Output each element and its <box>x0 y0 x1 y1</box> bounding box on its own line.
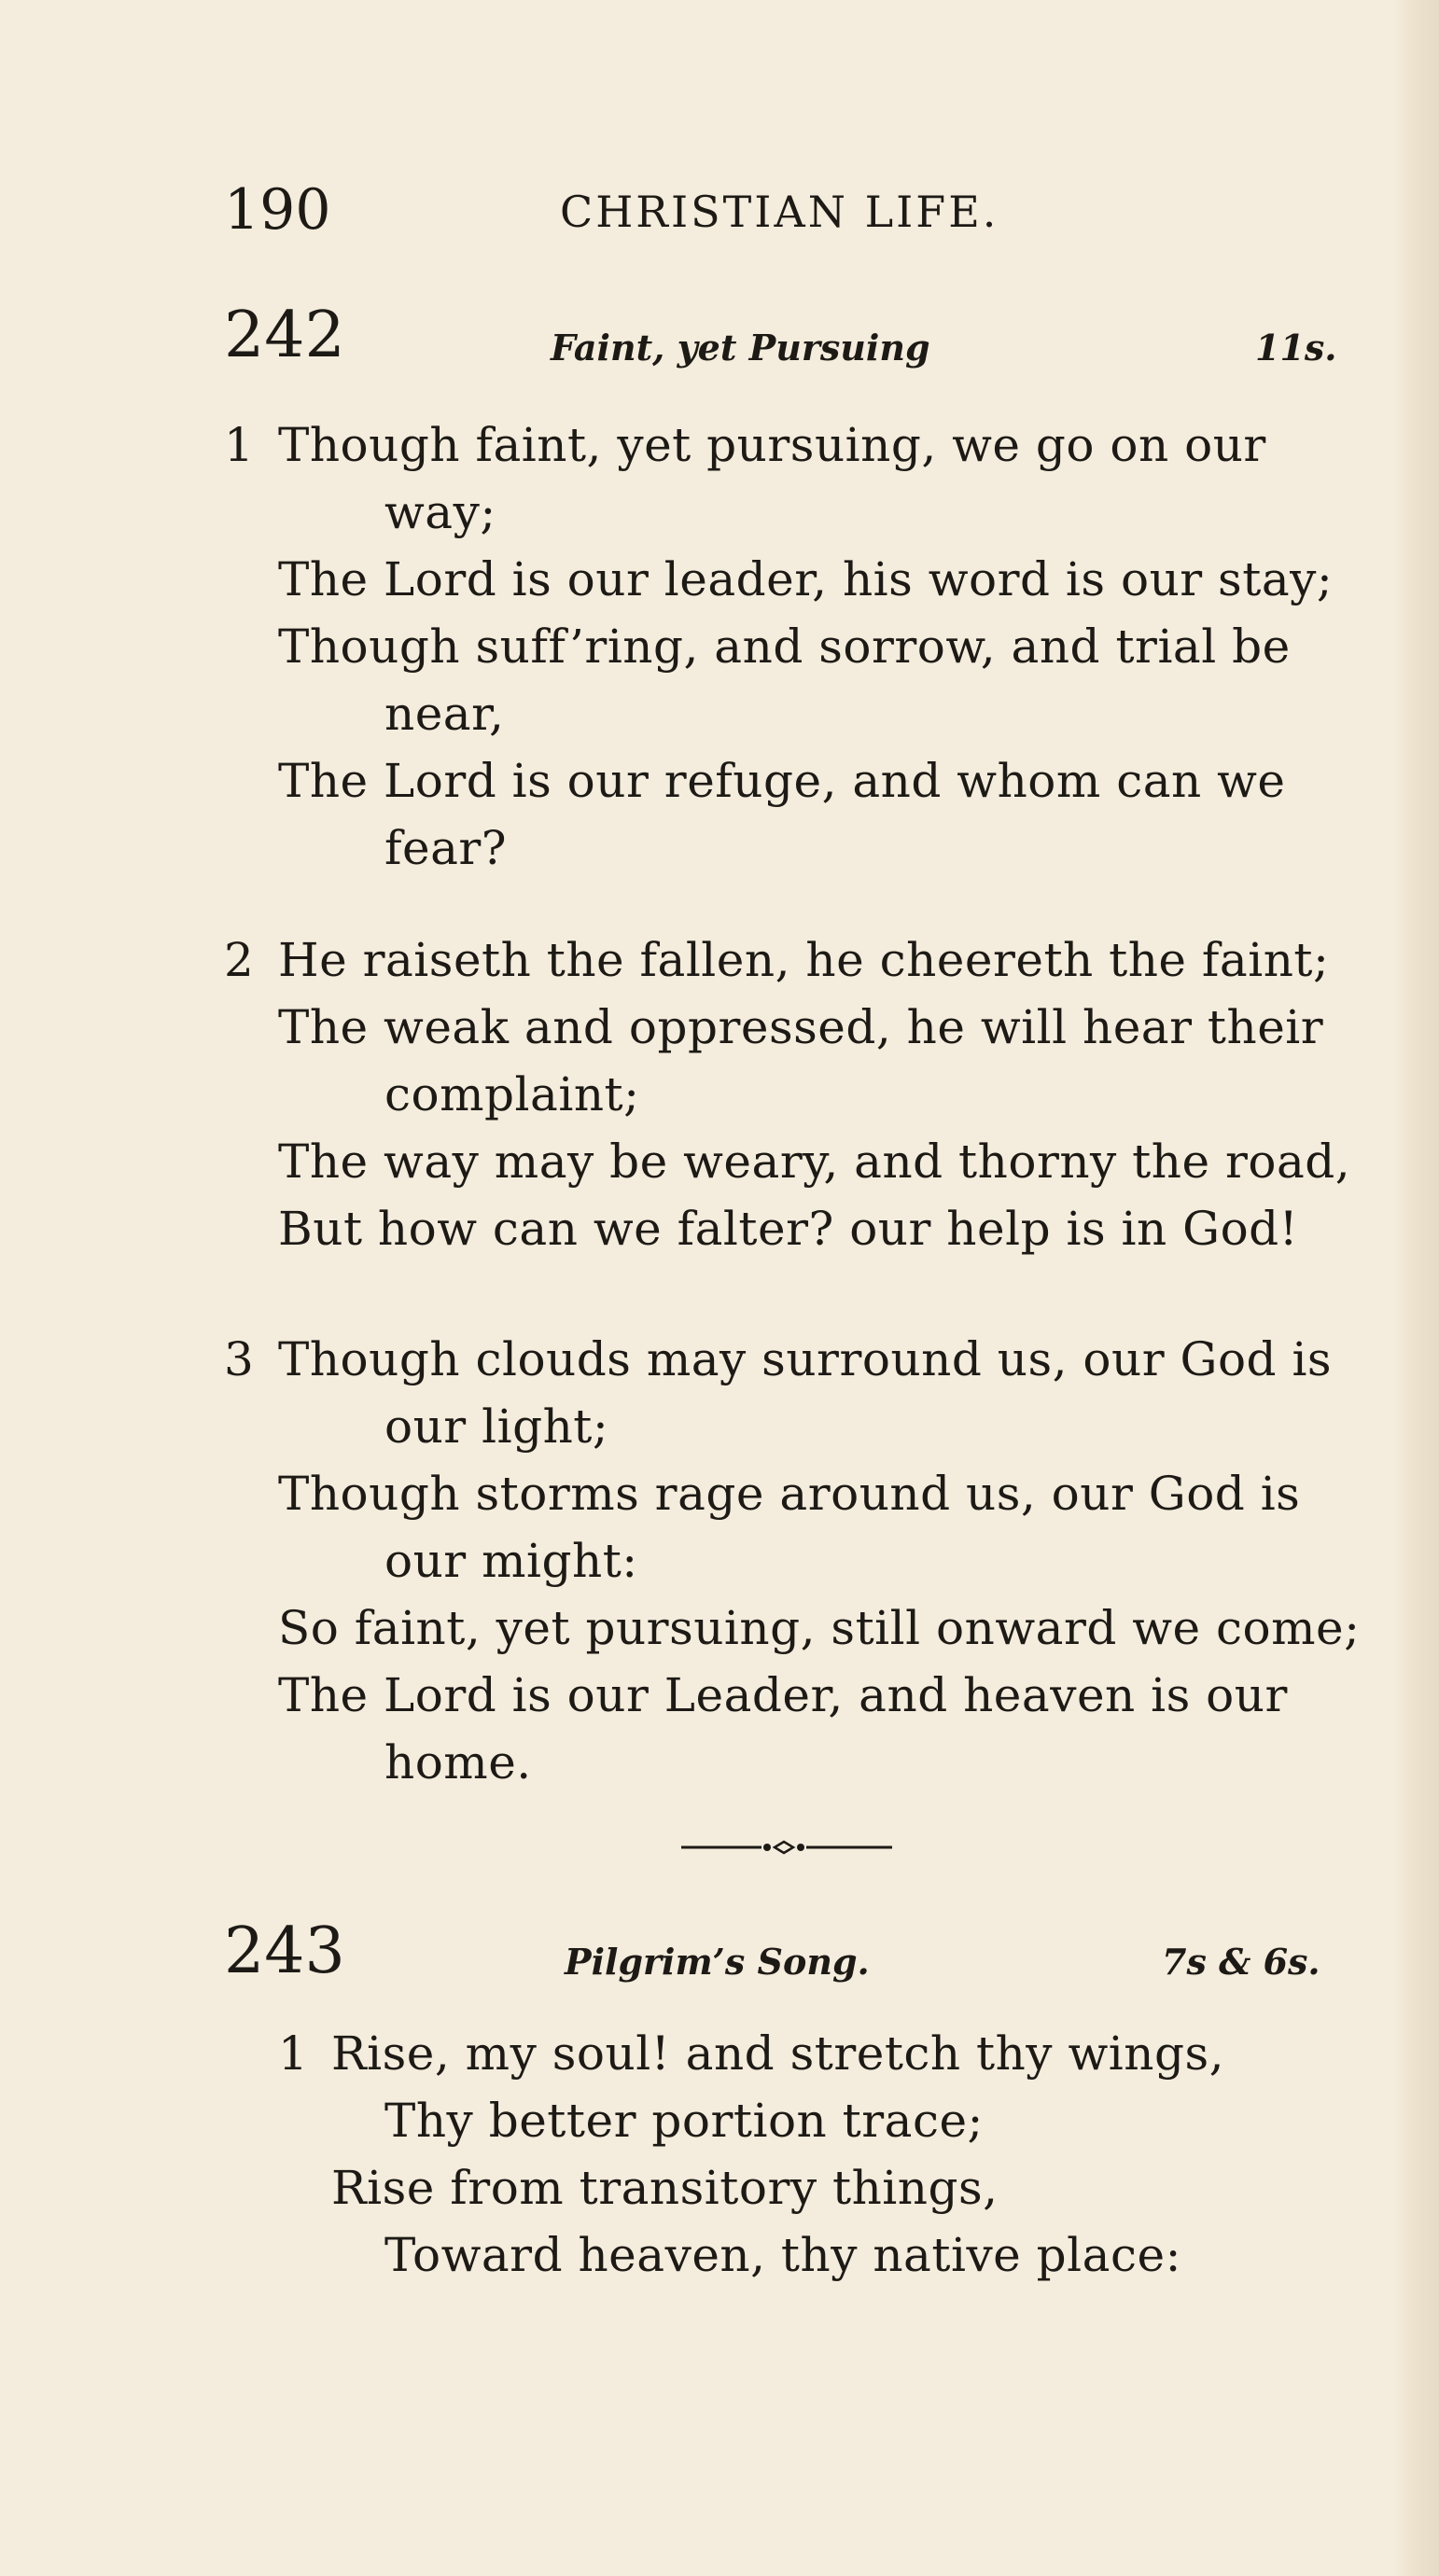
hymn-meter: 7s & 6s. <box>1162 1941 1320 1983</box>
verse-line: our light; <box>384 1399 609 1454</box>
hymn-meter: 11s. <box>1255 327 1337 369</box>
hymn-title: Pilgrim’s Song. <box>565 1941 870 1983</box>
verse-line: complaint; <box>384 1067 640 1121</box>
verse-line: The Lord is our refuge, and whom can we <box>278 754 1286 808</box>
verse-line: way; <box>384 485 496 539</box>
verse-line: Though storms rage around us, our God is <box>278 1467 1301 1521</box>
verse-line: our might: <box>384 1534 638 1588</box>
stanza-number: 1 <box>278 2026 309 2081</box>
verse-line: Though faint, yet pursuing, we go on our <box>278 418 1266 472</box>
verse-line: The way may be weary, and thorny the road, <box>278 1135 1351 1189</box>
stanza-number: 1 <box>224 418 255 472</box>
page-edge-shadow <box>1394 0 1439 2576</box>
verse-line: But how can we falter? our help is in God! <box>278 1202 1299 1256</box>
verse-line: Rise from transitory things, <box>331 2161 999 2215</box>
verse-line: home. <box>384 1735 532 1789</box>
running-title: CHRISTIAN LIFE. <box>560 187 999 237</box>
stanza-number: 3 <box>224 1332 255 1386</box>
verse-line: Rise, my soul! and stretch thy wings, <box>331 2026 1225 2081</box>
verse-line: He raiseth the fallen, he cheereth the faint; <box>278 933 1330 987</box>
verse-line: Though suff’ring, and sorrow, and trial be <box>278 620 1291 674</box>
verse-line: The Lord is our Leader, and heaven is our <box>278 1668 1288 1722</box>
page-number: 190 <box>224 177 331 243</box>
verse-line: fear? <box>384 821 508 875</box>
hymn-number: 242 <box>224 299 345 372</box>
verse-line: The Lord is our leader, his word is our stay; <box>278 552 1334 606</box>
verse-line: near, <box>384 687 505 741</box>
verse-line: The weak and oppressed, he will hear their <box>278 1000 1324 1054</box>
verse-line: So faint, yet pursuing, still onward we come; <box>278 1601 1361 1655</box>
verse-line: Though clouds may surround us, our God is <box>278 1332 1333 1386</box>
stanza-number: 2 <box>224 933 255 987</box>
ornament-divider <box>681 1840 892 1855</box>
hymn-title: Faint, yet Pursuing <box>551 327 930 369</box>
hymn-number: 243 <box>224 1915 345 1988</box>
verse-line: Thy better portion trace; <box>384 2094 984 2148</box>
verse-line: Toward heaven, thy native place: <box>384 2228 1181 2282</box>
